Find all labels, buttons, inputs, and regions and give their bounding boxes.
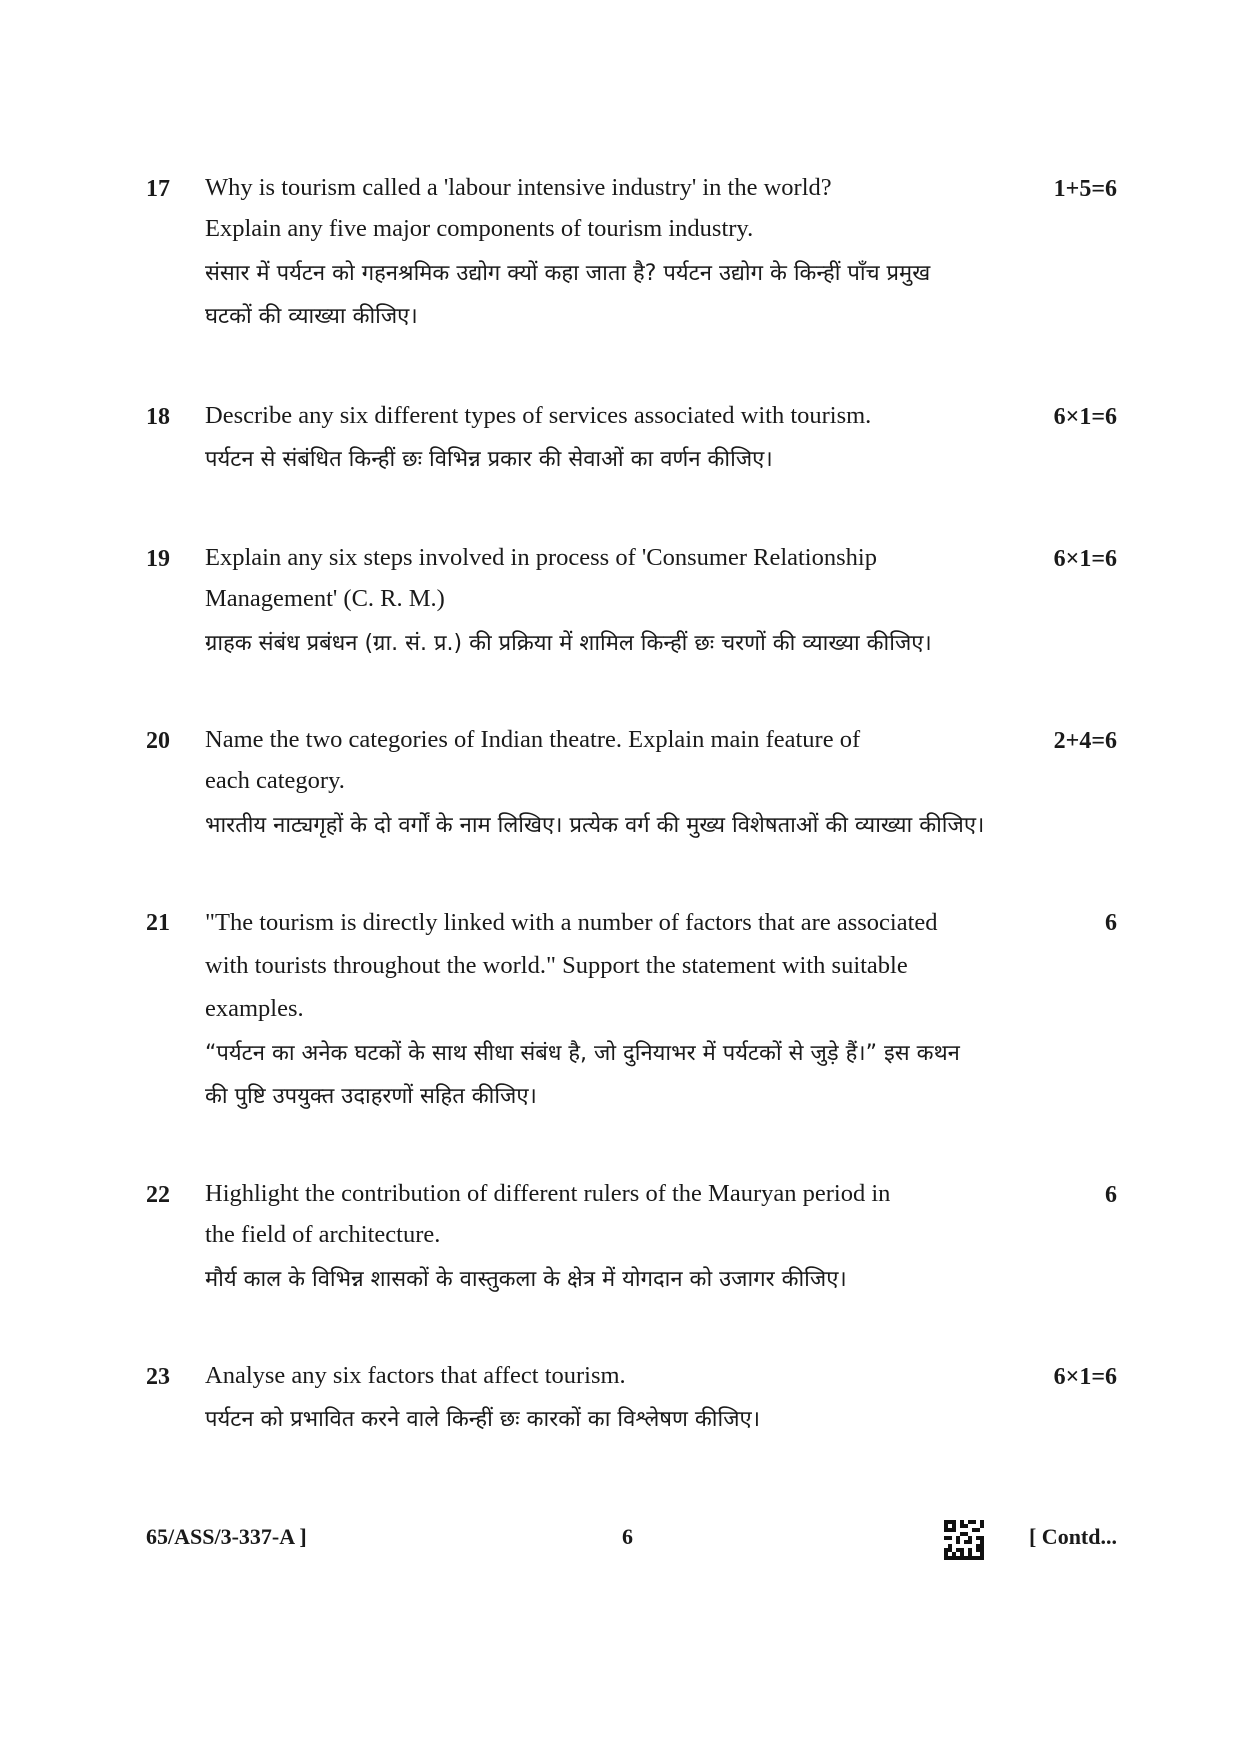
question-english: [205, 395, 995, 436]
hindi-line: पर्यटन को प्रभावित करने वाले किन्हीं छः कारकों का विश्लेषण कीजिए।: [205, 1407, 761, 1432]
question-english: [205, 901, 995, 1030]
hindi-line: संसार में पर्यटन को गहनश्रमिक उद्योग क्यों कहा जाता है? पर्यटन उद्योग के किन्हीं पाँच प्रमुख: [205, 261, 931, 286]
question-marks: 6×1=6: [1053, 546, 1117, 572]
question-hindi: [205, 804, 1085, 847]
question-number: 17: [146, 176, 170, 202]
english-line: "The tourism is directly linked with a number of factors that are associated: [205, 909, 938, 936]
question-number: 23: [146, 1364, 170, 1390]
qr-code-icon: [944, 1520, 984, 1560]
question-english: [205, 537, 995, 619]
english-line: Describe any six different types of services associated with tourism.: [205, 402, 872, 429]
question-english: [205, 1355, 995, 1396]
hindi-line: पर्यटन से संबंधित किन्हीं छः विभिन्न प्रकार की सेवाओं का वर्णन कीजिए।: [205, 447, 773, 472]
english-line: Explain any five major components of tourism industry.: [205, 215, 754, 242]
english-line: the field of architecture.: [205, 1221, 441, 1248]
question-marks: 2+4=6: [1053, 728, 1117, 754]
question-hindi: [205, 622, 1085, 665]
question-number: 21: [146, 910, 170, 936]
english-line: Analyse any six factors that affect tourism.: [205, 1362, 626, 1389]
hindi-line: भारतीय नाट्यगृहों के दो वर्गों के नाम लिखिए। प्रत्येक वर्ग की मुख्य विशेषताओं की व्याख्या कीजिए।: [205, 813, 985, 838]
page-number: 6: [622, 1524, 633, 1549]
question-marks: 6×1=6: [1053, 404, 1117, 430]
hindi-line: “पर्यटन का अनेक घटकों के साथ सीधा संबंध है, जो दुनियाभर में पर्यटकों से जुड़े हैं।” इस कथन: [205, 1041, 960, 1066]
english-line: Management' (C. R. M.): [205, 585, 445, 612]
question-english: [205, 1173, 995, 1255]
english-line: examples.: [205, 995, 304, 1022]
paper-code: 65/ASS/3-337-A ]: [146, 1524, 307, 1549]
question-marks: 1+5=6: [1053, 176, 1117, 202]
question-english: [205, 719, 995, 801]
english-line: Highlight the contribution of different rulers of the Mauryan period in: [205, 1180, 891, 1207]
hindi-line: घटकों की व्याख्या कीजिए।: [205, 304, 418, 329]
hindi-line: की पुष्टि उपयुक्त उदाहरणों सहित कीजिए।: [205, 1084, 537, 1109]
question-hindi: [205, 1032, 1085, 1118]
question-hindi: [205, 1258, 1085, 1301]
question-number: 19: [146, 546, 170, 572]
question-hindi: [205, 1398, 1085, 1441]
question-marks: 6×1=6: [1053, 1364, 1117, 1390]
question-marks: 6: [1105, 1182, 1117, 1208]
question-marks: 6: [1105, 910, 1117, 936]
english-line: Explain any six steps involved in process of 'Consumer Relationship: [205, 544, 877, 571]
question-hindi: [205, 252, 1085, 338]
english-line: Name the two categories of Indian theatre. Explain main feature of: [205, 726, 861, 753]
hindi-line: मौर्य काल के विभिन्न शासकों के वास्तुकला के क्षेत्र में योगदान को उजागर कीजिए।: [205, 1267, 847, 1292]
continued-label: [ Contd...: [1028, 1524, 1117, 1549]
question-number: 20: [146, 728, 170, 754]
question-hindi: [205, 438, 1085, 481]
hindi-line: ग्राहक संबंध प्रबंधन (ग्रा. सं. प्र.) की प्रक्रिया में शामिल किन्हीं छः चरणों की व्याख्या कीजिए।: [205, 631, 932, 656]
english-line: with tourists throughout the world." Support the statement with suitable: [205, 952, 908, 979]
english-line: each category.: [205, 767, 345, 794]
question-english: [205, 167, 995, 249]
question-number: 22: [146, 1182, 170, 1208]
question-number: 18: [146, 404, 170, 430]
english-line: Why is tourism called a 'labour intensive industry' in the world?: [205, 174, 832, 201]
